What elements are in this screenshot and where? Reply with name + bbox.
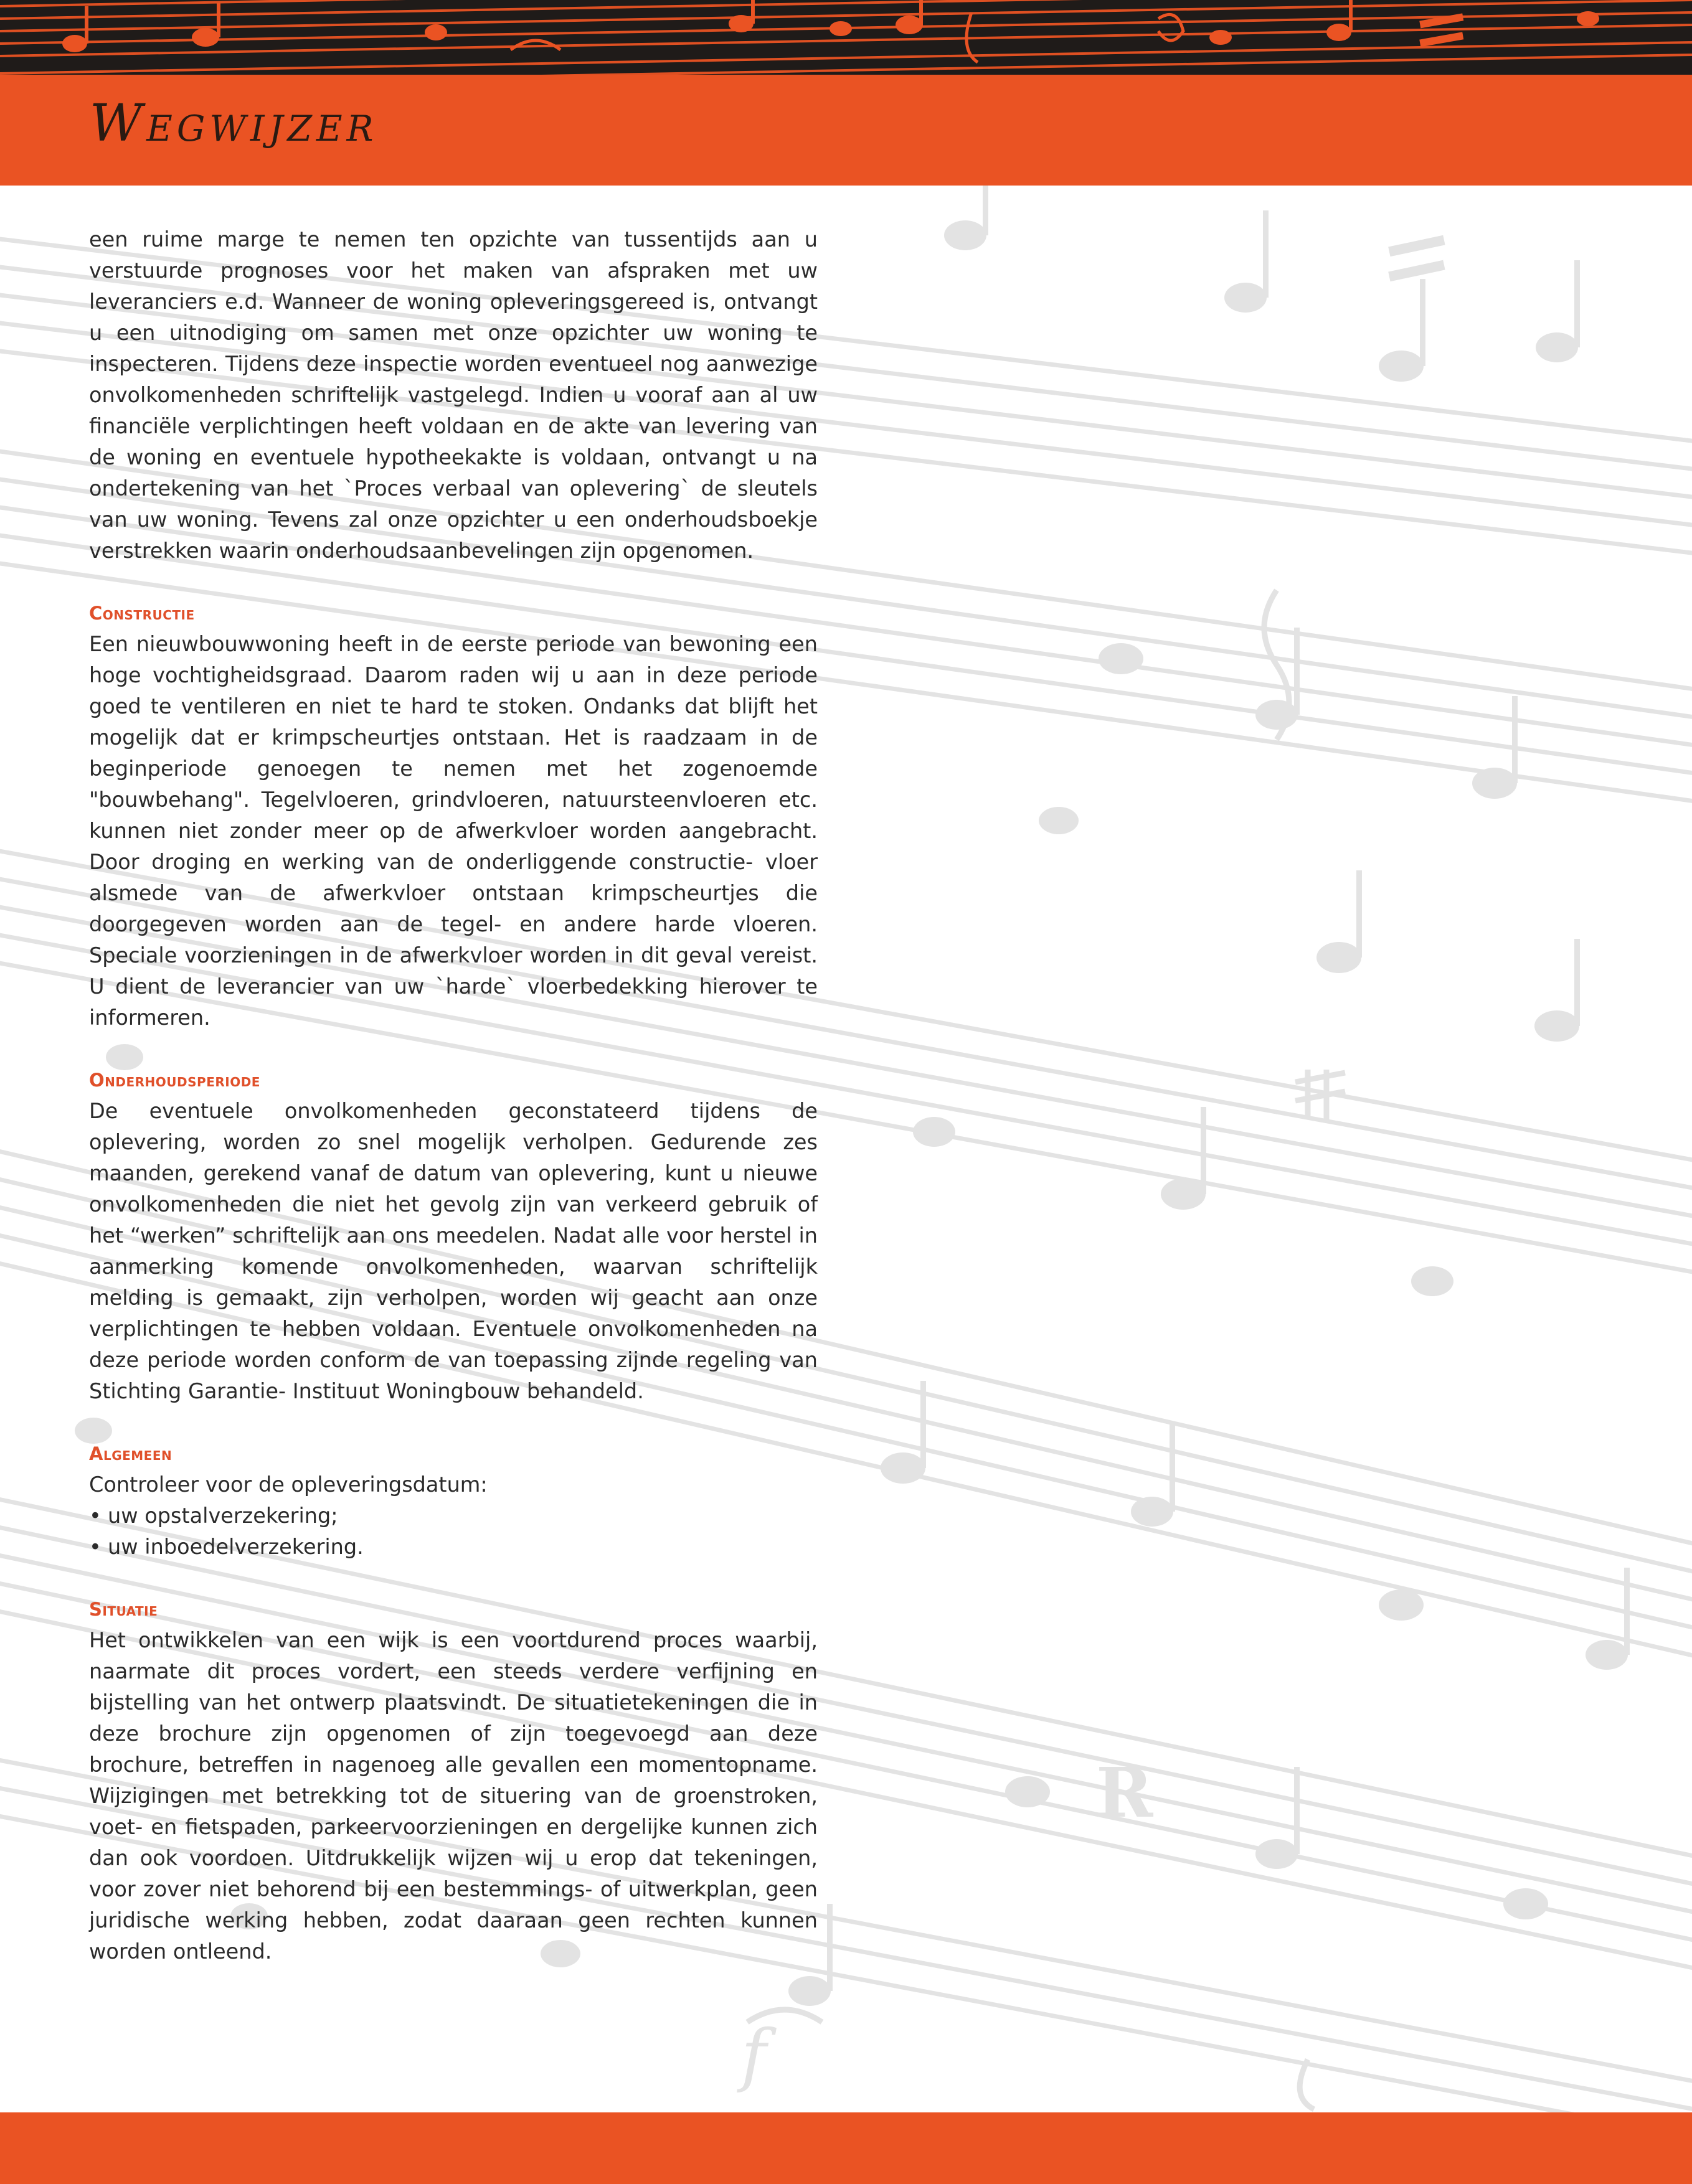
section-constructie bbox=[89, 598, 818, 1033]
sheet-music-strip-icon bbox=[0, 0, 1692, 75]
section-heading-algemeen: Algemeen bbox=[89, 1443, 173, 1464]
section-situatie bbox=[89, 1594, 818, 1967]
section-heading-onderhoudsperiode: Onderhoudsperiode bbox=[89, 1070, 260, 1091]
list-item bbox=[89, 1500, 818, 1532]
footer-band bbox=[0, 2112, 1692, 2184]
header-band bbox=[0, 75, 1692, 186]
page-title: Wegwijzer bbox=[90, 94, 378, 153]
section-text-constructie: Een nieuwbouwwoning heeft in de eerste periode van bewoning een hoge vochtigheidsgraad. Daarom raden wij u aan in deze periode goed te ventileren en niet te hard te stoken. Ondanks dat blijft het mogelijk dat er krimpscheurtjes ontstaan. Het is raadzaam in de beginperiode genoegen te nemen met het zogenoemde "bouwbehang". Tegelvloeren, grindvloeren, natuursteenvloeren etc. kunnen niet zonder meer op de afwerkvloer worden aangebracht. Door droging en werking van de onderliggende constructie- vloer alsmede van de afwerkvloer ontstaan krimpscheurtjes die doorgegeven worden aan de tegel- en andere harde vloeren. Speciale voorzieningen in de afwerkvloer worden in dit geval vereist. U dient de leverancier van uw `harde` vloerbedekking hierover te informeren. bbox=[89, 632, 818, 1030]
decorative-music-strip bbox=[0, 0, 1692, 75]
list-item-label: uw inboedelverzekering. bbox=[108, 1535, 364, 1559]
section-text-situatie: Het ontwikkelen van een wijk is een voortdurend proces waarbij, naarmate dit proces vordert, een steeds verdere verfijning en bijstelling van het ontwerp plaatsvindt. De situatietekeningen die in deze brochure zijn opgenomen of zijn toegevoegd aan deze brochure, betreffen in nagenoeg alle gevallen een momentopname. Wijzigingen met betrekking tot de situering van de groenstroken, voet- en fietspaden, parkeervoorzieningen en dergelijke kunnen zich dan ook voordoen. Uitdrukkelijk wijzen wij u erop dat tekeningen, voor zover niet behorend bij een bestemmings- of uitwerkplan, geen juridische werking hebben, zodat daaraan geen rechten kunnen worden ontleend. bbox=[89, 1628, 818, 1964]
section-onderhoudsperiode bbox=[89, 1065, 818, 1407]
svg-text:R: R bbox=[1096, 1753, 1153, 1833]
list-item bbox=[89, 1532, 818, 1563]
bullet-icon: • bbox=[89, 1504, 102, 1528]
intro-paragraph: een ruime marge te nemen ten opzichte van tussentijds aan u verstuurde prognoses voor het maken van afspraken met uw leveranciers e.d. Wanneer de woning opleveringsgereed is, ontvangt u een uitnodiging om samen met onze opzichter uw woning te inspecteren. Tijdens deze inspectie worden eventueel nog aanwezige onvolkomenheden schriftelijk vastgelegd. Indien u vooraf aan al uw financiële verplichtingen heeft voldaan en de akte van levering van de woning en eventuele hypotheekakte is voldaan, ontvangt u na ondertekening van het `Proces verbaal van oplevering` de sleutels van uw woning. Tevens zal onze opzichter u een onderhoudsboekje verstrekken waarin onderhoudsaanbevelingen zijn opgenomen. bbox=[89, 227, 818, 563]
section-text-algemeen: Controleer voor de opleveringsdatum: bbox=[89, 1472, 488, 1497]
section-text-onderhoudsperiode: De eventuele onvolkomenheden geconstateerd tijdens de oplevering, worden zo snel mogelijk verholpen. Gedurende zes maanden, gerekend vanaf de datum van oplevering, kunt u nieuwe onvolkomenheden die niet het gevolg zijn van verkeerd gebruik of het “werken” schriftelijk aan ons meedelen. Nadat alle voor herstel in aanmerking komende onvolkomenheden, waarvan schriftelijk melding is gemaakt, zijn verholpen, worden wij geacht aan onze verplichtingen te hebben voldaan. Eventuele onvolkomenheden na deze periode worden conform de van toepassing zijnde regeling van Stichting Garantie- Instituut Woningbouw behandeld. bbox=[89, 1099, 818, 1403]
list-item-label: uw opstalverzekering; bbox=[108, 1504, 338, 1528]
main-content bbox=[89, 224, 818, 1967]
section-algemeen bbox=[89, 1438, 818, 1563]
section-heading-constructie: Constructie bbox=[89, 603, 195, 624]
bullet-icon: • bbox=[89, 1535, 102, 1559]
section-heading-situatie: Situatie bbox=[89, 1599, 158, 1620]
svg-text:f: f bbox=[741, 2015, 767, 2094]
checklist bbox=[89, 1500, 818, 1563]
